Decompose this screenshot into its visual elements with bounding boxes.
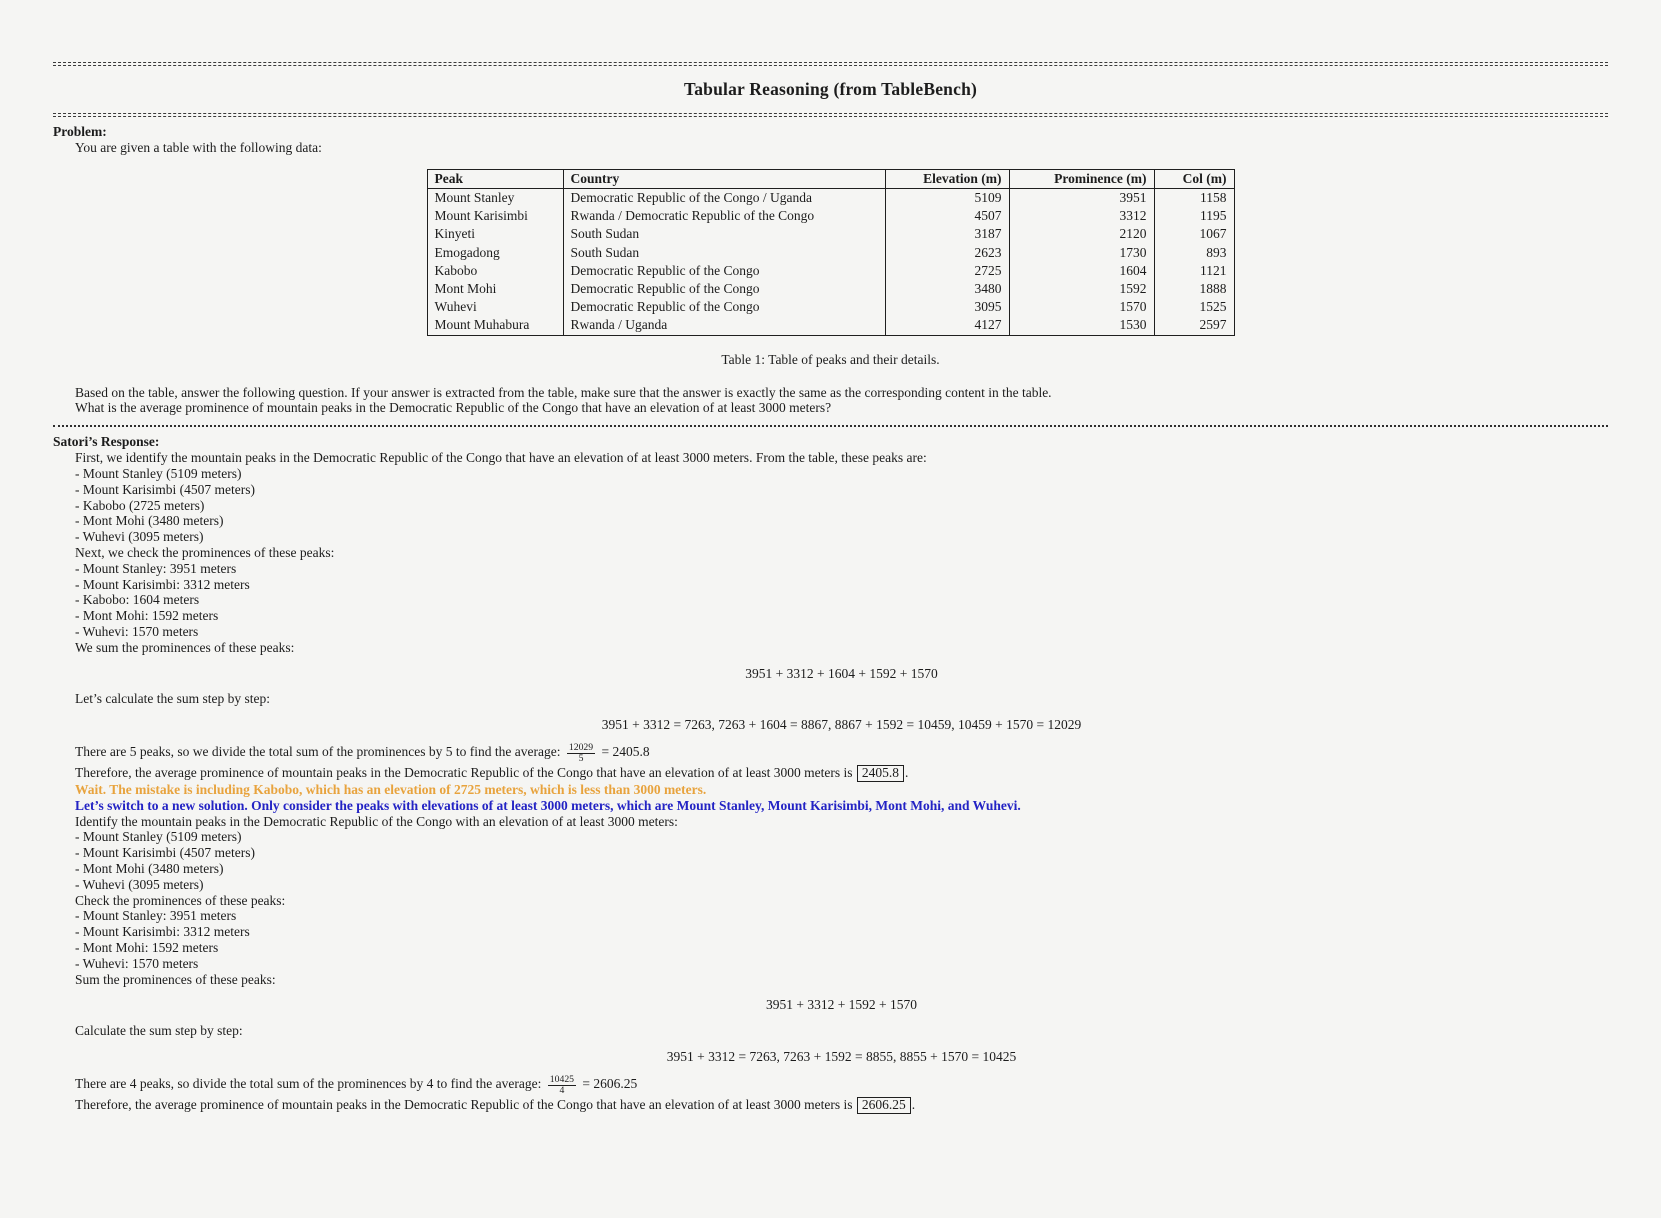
prominence-list-item: - Mount Stanley: 3951 meters (75, 560, 237, 576)
cell-elevation: 3095 (885, 298, 1009, 316)
cell-peak: Wuhevi (427, 298, 563, 316)
prominence-list-item: - Wuhevi: 1570 meters (75, 955, 199, 971)
cell-prominence: 3312 (1009, 207, 1154, 225)
cell-country: South Sudan (563, 225, 885, 243)
response-step: First, we identify the mountain peaks in the Democratic Republic of the Congo that have an elevation of at least 3000 meters. From the table, these peaks are: (75, 450, 927, 466)
cell-elevation: 4507 (885, 207, 1009, 225)
fraction-denominator: 5 (567, 753, 595, 764)
cell-country: Rwanda / Uganda (563, 316, 885, 335)
table-row (427, 316, 1234, 335)
answer-line-2 (75, 1097, 1608, 1114)
boxed-answer-2: 2606.25 (857, 1097, 911, 1114)
table-row (427, 225, 1234, 243)
cell-col: 2597 (1154, 316, 1234, 335)
table-row (427, 189, 1234, 208)
column-header-col: Col (m) (1154, 169, 1234, 188)
cell-peak: Mount Karisimbi (427, 207, 563, 225)
response-step: Identify the mountain peaks in the Democratic Republic of the Congo with an elevation of at least 3000 meters: (75, 813, 678, 829)
prominence-list-item: - Mount Karisimbi: 3312 meters (75, 924, 250, 940)
title-bottom-rule (53, 113, 1608, 117)
peak-list-item: - Wuhevi (3095 meters) (75, 529, 204, 545)
answer-prefix: Therefore, the average prominence of mountain peaks in the Democratic Republic of the Congo that have an elevation of at least 3000 meters is (75, 1096, 853, 1112)
wait-correction-note: Wait. The mistake is including Kabobo, which has an elevation of 2725 meters, which is less than 3000 meters. (75, 781, 707, 797)
cell-peak: Emogadong (427, 244, 563, 262)
switch-solution-note: Let’s switch to a new solution. Only consider the peaks with elevations of at least 3000 meters, which are Mount Stanley, Mount Karisimbi, Mont Mohi, and Wuhevi. (75, 797, 1021, 813)
average-prefix: There are 4 peaks, so divide the total sum of the prominences by 4 to find the average: (75, 1075, 542, 1091)
cell-col: 1158 (1154, 189, 1234, 208)
fraction (548, 1075, 576, 1097)
table-caption: Table 1: Table of peaks and their details. (721, 351, 940, 367)
peaks-table (427, 169, 1235, 336)
response-step: Check the prominences of these peaks: (75, 892, 286, 908)
problem-label: Problem: (53, 124, 107, 139)
peak-list-item: - Mont Mohi (3480 meters) (75, 860, 224, 876)
prominence-list-item: - Mount Stanley: 3951 meters (75, 908, 237, 924)
problem-section (53, 124, 1608, 416)
cell-peak: Mont Mohi (427, 280, 563, 298)
table-row (427, 262, 1234, 280)
response-body (75, 450, 1608, 1113)
cell-elevation: 4127 (885, 316, 1009, 335)
cell-prominence: 1592 (1009, 280, 1154, 298)
cell-prominence: 1604 (1009, 262, 1154, 280)
answer-suffix: . (904, 764, 909, 780)
table-row (427, 244, 1234, 262)
top-rule (53, 62, 1608, 66)
prominence-list-item: - Mont Mohi: 1592 meters (75, 608, 219, 624)
average-result: = 2606.25 (582, 1075, 638, 1091)
cell-prominence: 3951 (1009, 189, 1154, 208)
peak-list-item: - Mont Mohi (3480 meters) (75, 513, 224, 529)
answer-line-1 (75, 765, 1608, 782)
column-header-elevation: Elevation (m) (885, 169, 1009, 188)
cell-col: 1067 (1154, 225, 1234, 243)
peak-list-item: - Mount Karisimbi (4507 meters) (75, 845, 255, 861)
cell-country: South Sudan (563, 244, 885, 262)
response-step: Calculate the sum step by step: (75, 1023, 243, 1039)
cell-country: Democratic Republic of the Congo / Uganda (563, 189, 885, 208)
column-header-peak: Peak (427, 169, 563, 188)
table-row (427, 280, 1234, 298)
average-result: = 2405.8 (601, 744, 650, 760)
prominence-list-item: - Kabobo: 1604 meters (75, 592, 200, 608)
answer-prefix: Therefore, the average prominence of mountain peaks in the Democratic Republic of the Congo that have an elevation of at least 3000 meters is (75, 764, 853, 780)
problem-intro: You are given a table with the following data: (75, 140, 322, 155)
equation-sum-2: 3951 + 3312 + 1592 + 1570 (765, 997, 918, 1013)
cell-elevation: 3480 (885, 280, 1009, 298)
table-header-row (427, 169, 1234, 188)
cell-col: 1121 (1154, 262, 1234, 280)
equation-stepwise-1: 3951 + 3312 = 7263, 7263 + 1604 = 8867, 8867 + 1592 = 10459, 10459 + 1570 = 12029 (601, 717, 1082, 733)
cell-peak: Mount Muhabura (427, 316, 563, 335)
boxed-answer-1: 2405.8 (857, 765, 904, 782)
column-header-country: Country (563, 169, 885, 188)
prominence-list-item: - Mount Karisimbi: 3312 meters (75, 576, 250, 592)
cell-col: 1195 (1154, 207, 1234, 225)
fraction-denominator: 4 (548, 1085, 576, 1096)
equation-sum-1: 3951 + 3312 + 1604 + 1592 + 1570 (745, 665, 938, 681)
column-header-prominence: Prominence (m) (1009, 169, 1154, 188)
cell-country: Rwanda / Democratic Republic of the Congo (563, 207, 885, 225)
answer-suffix: . (911, 1096, 916, 1112)
response-step: Sum the prominences of these peaks: (75, 971, 276, 987)
cell-peak: Mount Stanley (427, 189, 563, 208)
page-title: Tabular Reasoning (from TableBench) (683, 79, 978, 99)
cell-country: Democratic Republic of the Congo (563, 262, 885, 280)
response-section (53, 434, 1608, 1113)
peak-list-item: - Wuhevi (3095 meters) (75, 876, 204, 892)
cell-country: Democratic Republic of the Congo (563, 298, 885, 316)
peak-list-item: - Kabobo (2725 meters) (75, 497, 205, 513)
fraction (567, 743, 595, 765)
peak-list-item: - Mount Karisimbi (4507 meters) (75, 481, 255, 497)
prominence-list-item: - Mont Mohi: 1592 meters (75, 939, 219, 955)
table-row (427, 207, 1234, 225)
fraction-numerator: 10425 (549, 1073, 575, 1085)
cell-prominence: 1530 (1009, 316, 1154, 335)
peak-list-item: - Mount Stanley (5109 meters) (75, 466, 242, 482)
cell-elevation: 2623 (885, 244, 1009, 262)
response-step: Let’s calculate the sum step by step: (75, 691, 270, 707)
average-line-1 (75, 743, 1608, 765)
cell-prominence: 1730 (1009, 244, 1154, 262)
response-label: Satori’s Response: (53, 434, 160, 450)
cell-elevation: 3187 (885, 225, 1009, 243)
average-line-2 (75, 1075, 1608, 1097)
cell-col: 1888 (1154, 280, 1234, 298)
prominence-list-item: - Wuhevi: 1570 meters (75, 623, 199, 639)
cell-prominence: 1570 (1009, 298, 1154, 316)
cell-country: Democratic Republic of the Congo (563, 280, 885, 298)
cell-peak: Kinyeti (427, 225, 563, 243)
fraction-numerator: 12029 (568, 741, 594, 753)
cell-elevation: 5109 (885, 189, 1009, 208)
table-row (427, 298, 1234, 316)
average-prefix: There are 5 peaks, so we divide the total sum of the prominences by 5 to find the average: (75, 744, 561, 760)
equation-stepwise-2: 3951 + 3312 = 7263, 7263 + 1592 = 8855, 8855 + 1570 = 10425 (666, 1048, 1017, 1064)
cell-col: 1525 (1154, 298, 1234, 316)
cell-peak: Kabobo (427, 262, 563, 280)
cell-prominence: 2120 (1009, 225, 1154, 243)
response-step: Next, we check the prominences of these peaks: (75, 545, 335, 560)
peak-list-item: - Mount Stanley (5109 meters) (75, 829, 242, 845)
question-text: What is the average prominence of mountain peaks in the Democratic Republic of the Congo that have an elevation of at least 3000 meters? (75, 400, 832, 416)
response-separator (53, 425, 1608, 427)
response-step: We sum the prominences of these peaks: (75, 639, 295, 655)
cell-col: 893 (1154, 244, 1234, 262)
instruction-text: Based on the table, answer the following question. If your answer is extracted from the table, make sure that the answer is exactly the same as the corresponding content in the table. (75, 384, 1052, 400)
cell-elevation: 2725 (885, 262, 1009, 280)
